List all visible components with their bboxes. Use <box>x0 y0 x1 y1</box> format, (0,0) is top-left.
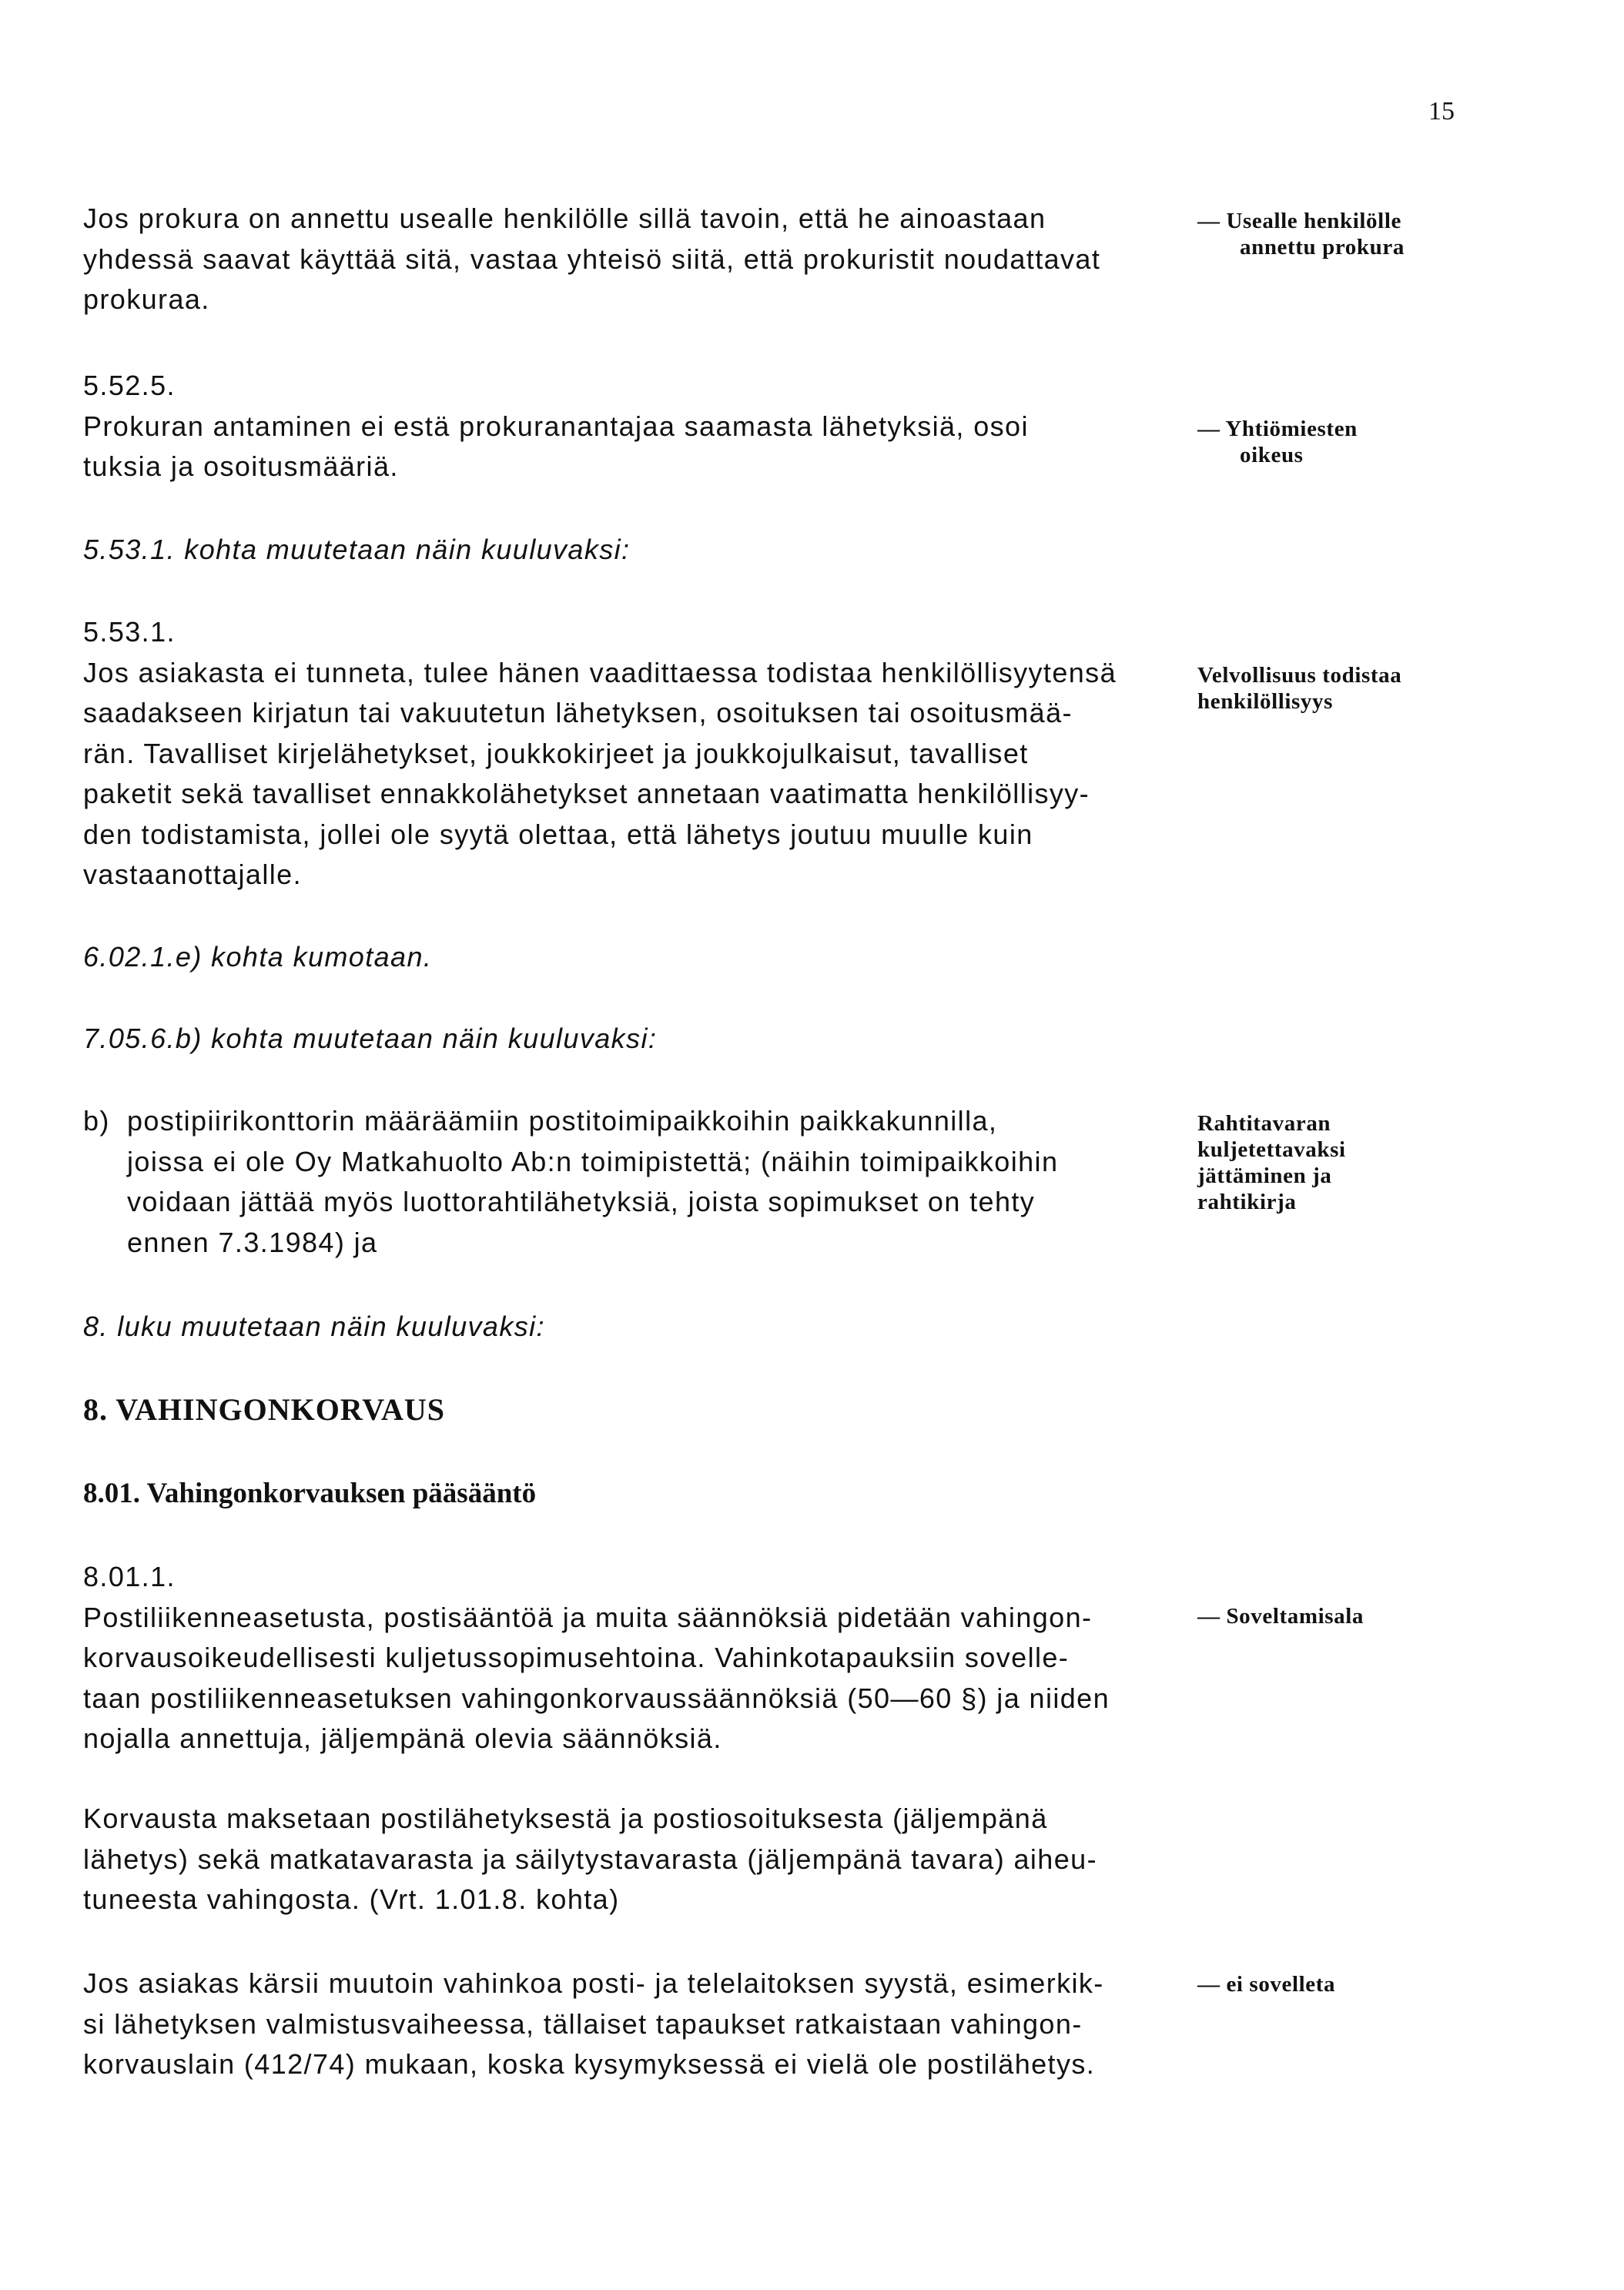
text-line: 7.05.6.b) kohta muutetaan näin kuuluvaksi: <box>83 1023 658 1054</box>
text-line: saadakseen kirjatun tai vakuutetun lähetyksen, osoituksen tai osoitusmää- <box>83 697 1073 728</box>
section-number: 8.01.1. <box>83 1561 176 1592</box>
text-line: tuneesta vahingosta. (Vrt. 1.01.8. kohta) <box>83 1883 620 1915</box>
section-number: 5.53.1. <box>83 616 176 648</box>
margin-line: annettu prokura <box>1240 235 1405 259</box>
paragraph-korvausta <box>83 1799 1161 1920</box>
text-line: joissa ei ole Oy Matkahuolto Ab:n toimipistettä; (näihin toimipaikkoihin <box>127 1145 1059 1177</box>
text-line: nojalla annettuja, jäljempänä olevia säännöksiä. <box>83 1723 722 1754</box>
text-line: yhdessä saavat käyttää sitä, vastaa yhteisö siitä, että prokuristit noudattavat <box>83 243 1101 275</box>
margin-line: — Yhtiömiesten <box>1197 417 1358 441</box>
paragraph-jos-asiakas <box>83 1964 1161 2085</box>
text-line: Jos asiakasta ei tunneta, tulee hänen vaadittaessa todistaa henkilöllisyytensä <box>83 656 1117 688</box>
section-5-52-5 <box>83 366 1161 487</box>
margin-line: rahtikirja <box>1197 1190 1297 1214</box>
text-line: lähetys) sekä matkatavarasta ja säilytystavarasta (jäljempänä tavara) aiheu- <box>83 1843 1097 1875</box>
section-heading: 8.01. Vahingonkorvauksen pääsääntö <box>83 1478 537 1509</box>
text-line: Korvausta maksetaan postilähetyksestä ja postiosoituksesta (jäljempänä <box>83 1803 1048 1834</box>
text-line: Prokuran antaminen ei estä prokuranantajaa saamasta lähetyksiä, osoi <box>83 410 1029 442</box>
text-line: 5.53.1. kohta muutetaan näin kuuluvaksi: <box>83 534 631 565</box>
text-line: korvausoikeudellisesti kuljetussopimusehtoina. Vahinkotapauksiin sovelle- <box>83 1642 1070 1673</box>
section-number: 5.52.5. <box>83 370 176 401</box>
margin-line: jättäminen ja <box>1197 1163 1332 1188</box>
margin-line: kuljetettavaksi <box>1197 1137 1346 1162</box>
text-line: paketit sekä tavalliset ennakkolähetykset annetaan vaatimatta henkilöllisyy- <box>83 778 1090 809</box>
amendment-note-7-05-6-b <box>83 1019 1161 1060</box>
text-line: rän. Tavalliset kirjelähetykset, joukkokirjeet ja joukkojulkaisut, tavalliset <box>83 737 1029 769</box>
amendment-note-chapter-8 <box>83 1307 1161 1348</box>
text-line: tuksia ja osoitusmääriä. <box>83 450 399 482</box>
section-5-53-1 <box>83 612 1161 896</box>
margin-line: — Usealle henkilölle <box>1197 209 1401 233</box>
repeal-note-6-02-1-e <box>83 937 1161 978</box>
text-line: ennen 7.3.1984) ja <box>127 1226 378 1258</box>
margin-line: henkilöllisyys <box>1197 689 1334 714</box>
item-label: b) <box>83 1105 110 1137</box>
text-line: den todistamista, jollei ole syytä olettaa, että lähetys joutuu muulle kuin <box>83 818 1033 850</box>
page-number: 15 <box>1428 97 1455 126</box>
margin-note-usealle <box>1197 208 1529 260</box>
text-line: 8. luku muutetaan näin kuuluvaksi: <box>83 1311 545 1342</box>
margin-note-soveltamisala <box>1197 1603 1529 1629</box>
text-line: postipiirikonttorin määräämiin postitoimipaikkoihin paikkakunnilla, <box>127 1105 998 1137</box>
paragraph-usealle-prokura <box>83 199 1161 320</box>
text-line: taan postiliikenneasetuksen vahingonkorvaussäännöksiä (50—60 §) ja niiden <box>83 1682 1110 1714</box>
amendment-note-5-53-1 <box>83 530 1161 571</box>
margin-note-ei-sovelleta <box>1197 1971 1529 1997</box>
text-line: Jos prokura on annettu usealle henkilölle sillä tavoin, että he ainoastaan <box>83 203 1046 234</box>
margin-line: — Soveltamisala <box>1197 1604 1364 1629</box>
margin-line: Rahtitavaran <box>1197 1111 1331 1136</box>
margin-note-rahtitavaran <box>1197 1110 1529 1215</box>
margin-note-velvollisuus <box>1197 662 1529 715</box>
text-line: 6.02.1.e) kohta kumotaan. <box>83 941 433 973</box>
text-line: prokuraa. <box>83 283 210 315</box>
chapter-heading: 8. VAHINGONKORVAUS <box>83 1392 446 1427</box>
margin-line: Velvollisuus todistaa <box>1197 663 1402 688</box>
text-line: voidaan jättää myös luottorahtilähetyksiä, joista sopimukset on tehty <box>127 1186 1036 1217</box>
text-line: korvauslain (412/74) mukaan, koska kysymyksessä ei vielä ole postilähetys. <box>83 2048 1096 2080</box>
item-b <box>83 1101 1161 1263</box>
text-line: Jos asiakas kärsii muutoin vahinkoa posti- ja telelaitoksen syystä, esimerkik- <box>83 1967 1104 1999</box>
margin-line: oikeus <box>1240 443 1304 467</box>
text-line: Postiliikenneasetusta, postisääntöä ja muita säännöksiä pidetään vahingon- <box>83 1601 1093 1633</box>
margin-note-yhtiomiesten <box>1197 416 1529 468</box>
margin-line: — ei sovelleta <box>1197 1972 1336 1997</box>
text-line: vastaanottajalle. <box>83 859 302 890</box>
section-8-01-1 <box>83 1557 1161 1759</box>
list-item <box>83 1101 1161 1263</box>
text-line: si lähetyksen valmistusvaiheessa, tällaiset tapaukset ratkaistaan vahingon- <box>83 2007 1083 2040</box>
